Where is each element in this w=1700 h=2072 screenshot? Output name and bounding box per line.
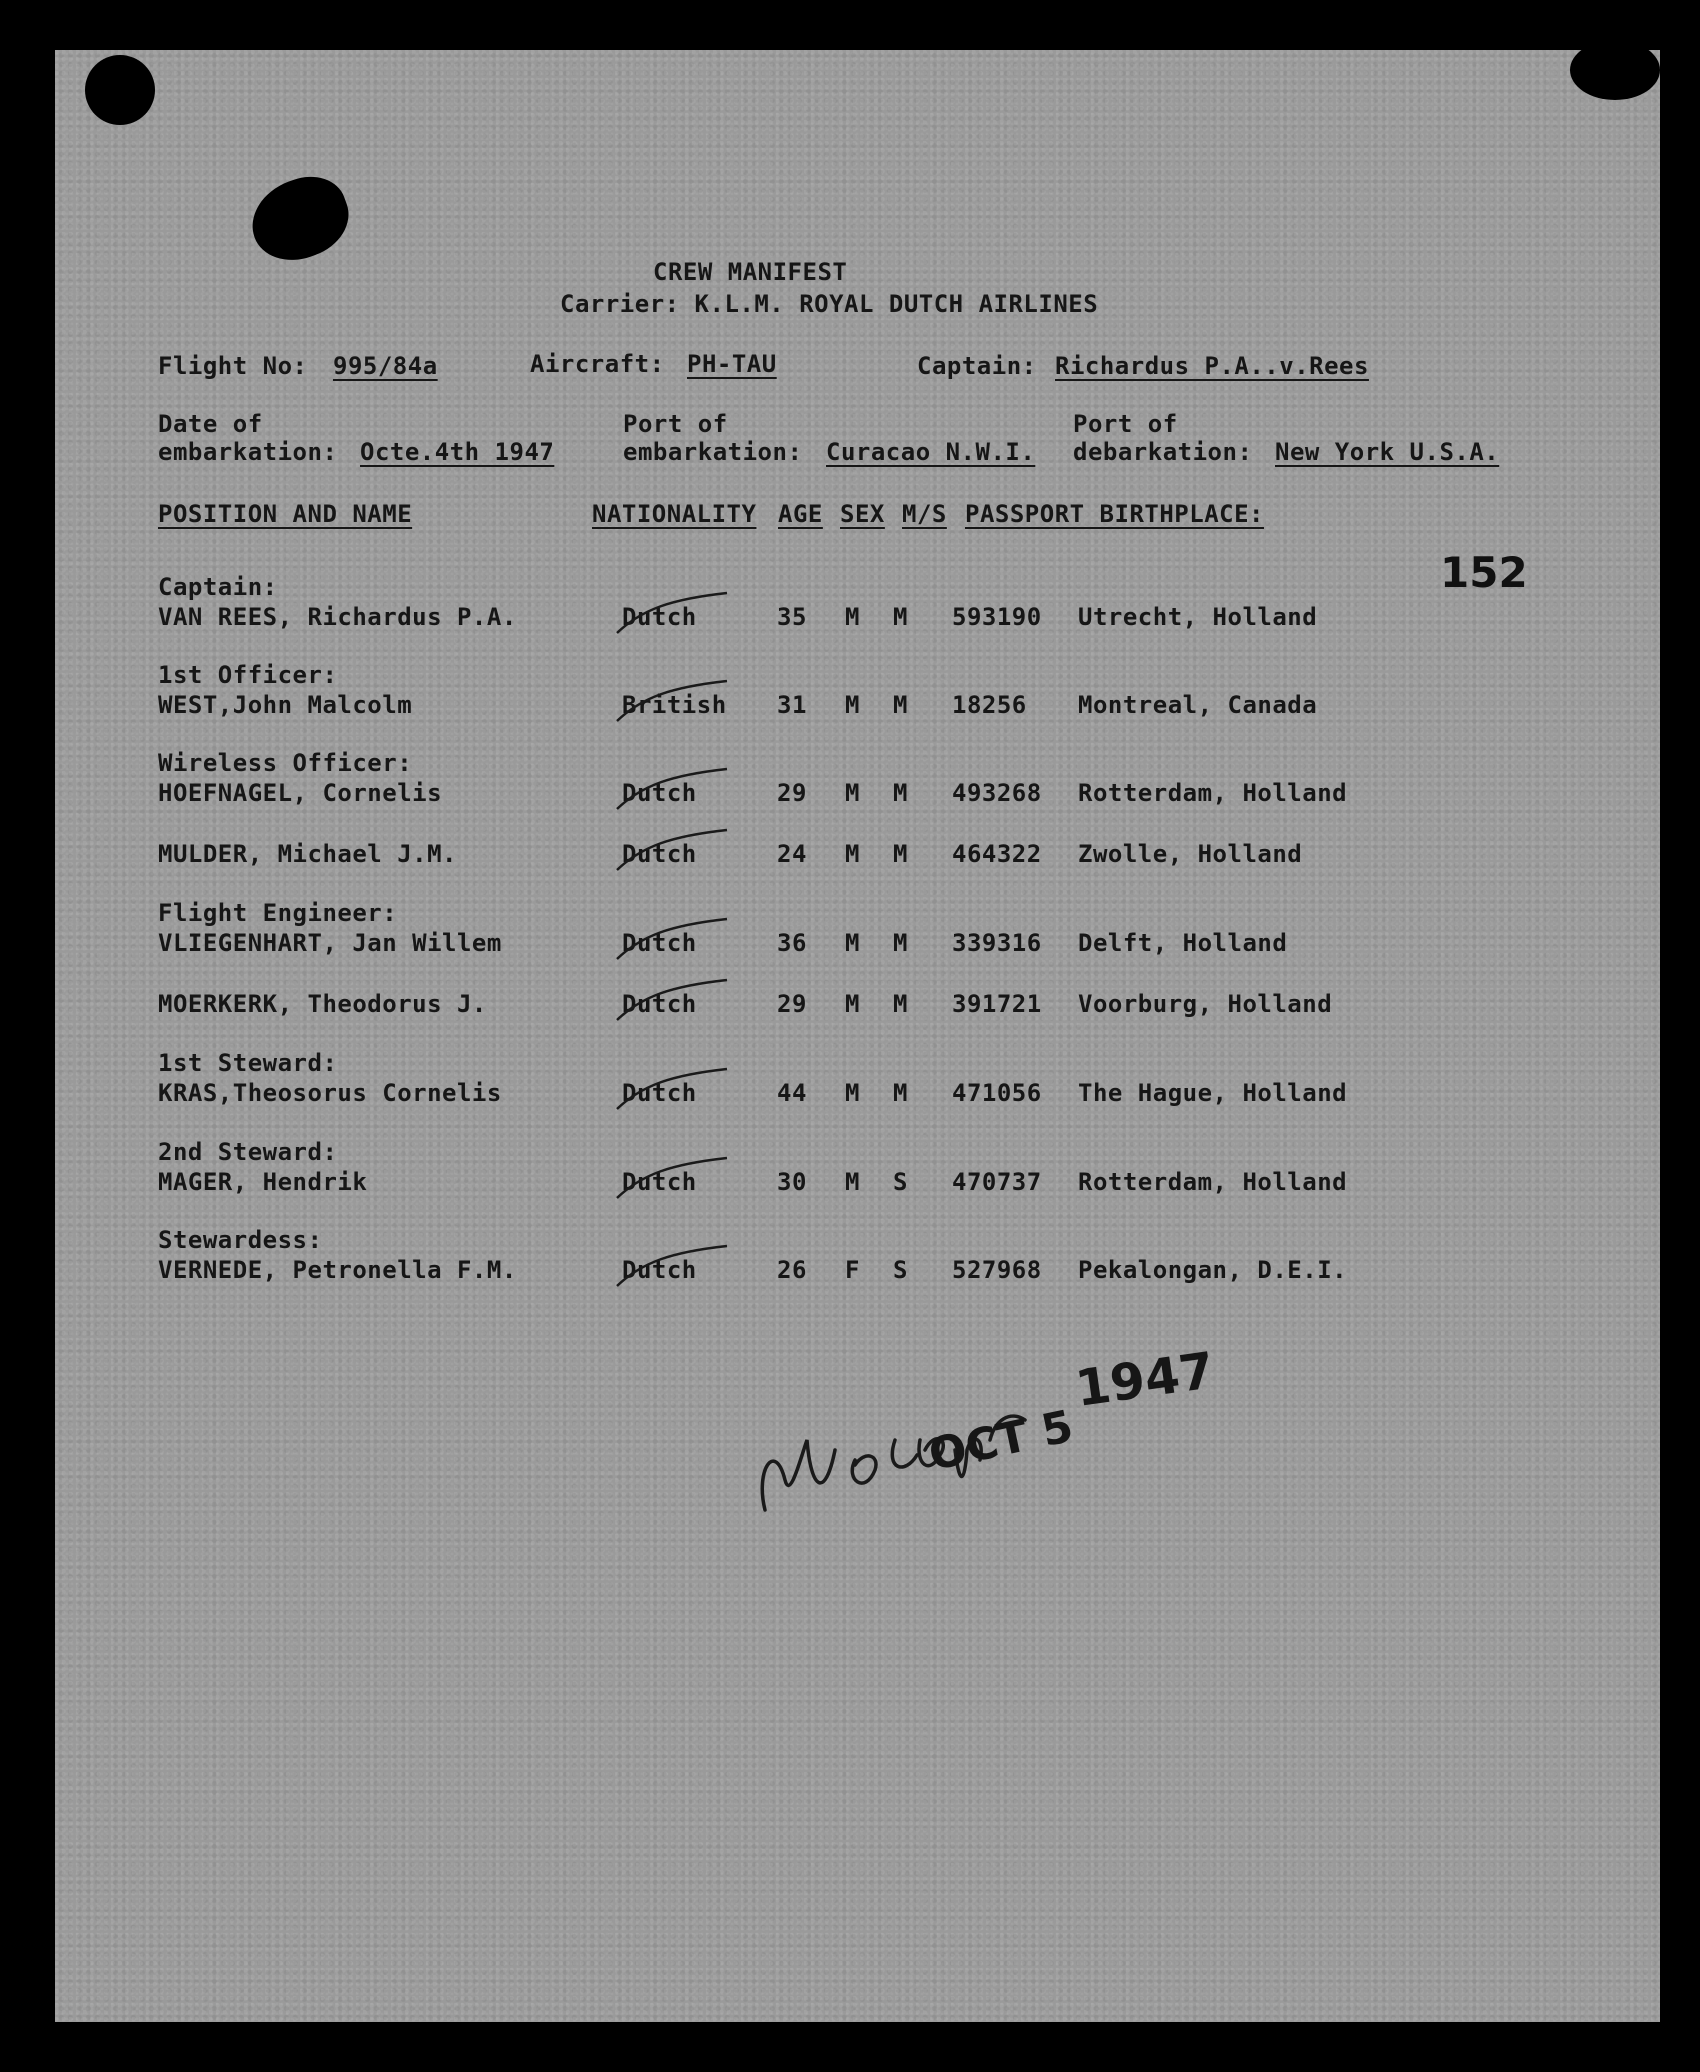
crew-role: Captain: xyxy=(158,573,278,601)
crew-sex: M xyxy=(845,1168,860,1196)
strike-mark xyxy=(612,589,732,639)
crew-birthplace: Montreal, Canada xyxy=(1078,691,1318,719)
strike-mark xyxy=(612,915,732,965)
embarkation-date: Octe.4th 1947 xyxy=(360,438,555,466)
crew-age: 26 xyxy=(777,1256,807,1284)
received-date-stamp: OCT 5 xyxy=(924,1400,1078,1481)
crew-marital-status: M xyxy=(893,840,908,868)
crew-sex: M xyxy=(845,990,860,1018)
crew-sex: M xyxy=(845,603,860,631)
flight-label: Flight No: xyxy=(158,352,308,380)
crew-nationality: Dutch xyxy=(622,1168,697,1196)
crew-passport: 339316 xyxy=(952,929,1042,957)
crew-age: 44 xyxy=(777,1079,807,1107)
manifest-sheet xyxy=(55,50,1660,2022)
strike-mark xyxy=(612,677,732,727)
col-age: AGE xyxy=(778,500,823,528)
crew-name: KRAS,Theosorus Cornelis xyxy=(158,1079,502,1107)
crew-passport: 18256 xyxy=(952,691,1027,719)
crew-nationality: Dutch xyxy=(622,840,697,868)
crew-nationality: Dutch xyxy=(622,929,697,957)
crew-name: VLIEGENHART, Jan Willem xyxy=(158,929,502,957)
crew-role: Flight Engineer: xyxy=(158,899,398,927)
crew-marital-status: M xyxy=(893,1079,908,1107)
crew-marital-status: S xyxy=(893,1256,908,1284)
aircraft-label: Aircraft: xyxy=(530,350,665,378)
document-title: CREW MANIFEST xyxy=(653,258,848,286)
deb-port-label-2: debarkation: xyxy=(1073,438,1253,466)
received-year-stamp: 1947 xyxy=(1071,1341,1218,1418)
crew-passport: 391721 xyxy=(952,990,1042,1018)
crew-passport: 470737 xyxy=(952,1168,1042,1196)
crew-birthplace: Utrecht, Holland xyxy=(1078,603,1318,631)
crew-name: MAGER, Hendrik xyxy=(158,1168,368,1196)
crew-passport: 593190 xyxy=(952,603,1042,631)
strike-mark xyxy=(612,1065,732,1115)
crew-sex: M xyxy=(845,779,860,807)
col-sex: SEX xyxy=(840,500,885,528)
punch-hole xyxy=(85,55,155,125)
crew-age: 29 xyxy=(777,990,807,1018)
crew-birthplace: Voorburg, Holland xyxy=(1078,990,1333,1018)
aircraft-value: PH-TAU xyxy=(687,350,777,378)
crew-marital-status: M xyxy=(893,691,908,719)
flight-number: 995/84a xyxy=(333,352,438,380)
crew-sex: M xyxy=(845,929,860,957)
col-ms: M/S xyxy=(902,500,947,528)
embarkation-port: Curacao N.W.I. xyxy=(826,438,1036,466)
col-nationality: NATIONALITY xyxy=(592,500,757,528)
crew-birthplace: Rotterdam, Holland xyxy=(1078,1168,1348,1196)
crew-sex: M xyxy=(845,691,860,719)
crew-passport: 493268 xyxy=(952,779,1042,807)
crew-age: 24 xyxy=(777,840,807,868)
crew-sex: M xyxy=(845,840,860,868)
captain-label: Captain: xyxy=(917,352,1037,380)
crew-birthplace: Pekalongan, D.E.I. xyxy=(1078,1256,1348,1284)
crew-passport: 471056 xyxy=(952,1079,1042,1107)
crew-birthplace: Rotterdam, Holland xyxy=(1078,779,1348,807)
punch-hole xyxy=(241,166,360,273)
crew-marital-status: M xyxy=(893,990,908,1018)
crew-nationality: British xyxy=(622,691,727,719)
crew-nationality: Dutch xyxy=(622,603,697,631)
crew-name: MULDER, Michael J.M. xyxy=(158,840,457,868)
emb-port-label-1: Port of xyxy=(623,410,728,438)
crew-role: Wireless Officer: xyxy=(158,749,413,777)
strike-mark xyxy=(612,976,732,1026)
crew-nationality: Dutch xyxy=(622,779,697,807)
crew-sex: F xyxy=(845,1256,860,1284)
crew-birthplace: Zwolle, Holland xyxy=(1078,840,1303,868)
crew-age: 36 xyxy=(777,929,807,957)
crew-marital-status: M xyxy=(893,929,908,957)
crew-marital-status: S xyxy=(893,1168,908,1196)
crew-age: 31 xyxy=(777,691,807,719)
crew-name: VERNEDE, Petronella F.M. xyxy=(158,1256,517,1284)
crew-birthplace: The Hague, Holland xyxy=(1078,1079,1348,1107)
crew-passport: 527968 xyxy=(952,1256,1042,1284)
strike-mark xyxy=(612,1154,732,1204)
strike-mark xyxy=(612,826,732,876)
crew-role: Stewardess: xyxy=(158,1226,323,1254)
crew-role: 2nd Steward: xyxy=(158,1138,338,1166)
crew-age: 35 xyxy=(777,603,807,631)
crew-nationality: Dutch xyxy=(622,1256,697,1284)
date-label-2: embarkation: xyxy=(158,438,338,466)
strike-mark xyxy=(612,765,732,815)
carrier-line: Carrier: K.L.M. ROYAL DUTCH AIRLINES xyxy=(560,290,1099,318)
crew-name: WEST,John Malcolm xyxy=(158,691,413,719)
page-number: 152 xyxy=(1440,548,1528,597)
crew-name: MOERKERK, Theodorus J. xyxy=(158,990,487,1018)
torn-edge xyxy=(1570,50,1660,100)
crew-role: 1st Officer: xyxy=(158,661,338,689)
date-label-1: Date of xyxy=(158,410,263,438)
captain-value: Richardus P.A..v.Rees xyxy=(1055,352,1369,380)
crew-age: 30 xyxy=(777,1168,807,1196)
crew-birthplace: Delft, Holland xyxy=(1078,929,1288,957)
deb-port-label-1: Port of xyxy=(1073,410,1178,438)
col-passport-birthplace: PASSPORT BIRTHPLACE: xyxy=(965,500,1264,528)
crew-role: 1st Steward: xyxy=(158,1049,338,1077)
crew-nationality: Dutch xyxy=(622,990,697,1018)
crew-marital-status: M xyxy=(893,603,908,631)
col-position-name: POSITION AND NAME xyxy=(158,500,413,528)
crew-nationality: Dutch xyxy=(622,1079,697,1107)
debarkation-port: New York U.S.A. xyxy=(1275,438,1500,466)
crew-name: VAN REES, Richardus P.A. xyxy=(158,603,517,631)
crew-age: 29 xyxy=(777,779,807,807)
strike-mark xyxy=(612,1242,732,1292)
crew-name: HOEFNAGEL, Cornelis xyxy=(158,779,443,807)
crew-passport: 464322 xyxy=(952,840,1042,868)
emb-port-label-2: embarkation: xyxy=(623,438,803,466)
crew-sex: M xyxy=(845,1079,860,1107)
crew-marital-status: M xyxy=(893,779,908,807)
